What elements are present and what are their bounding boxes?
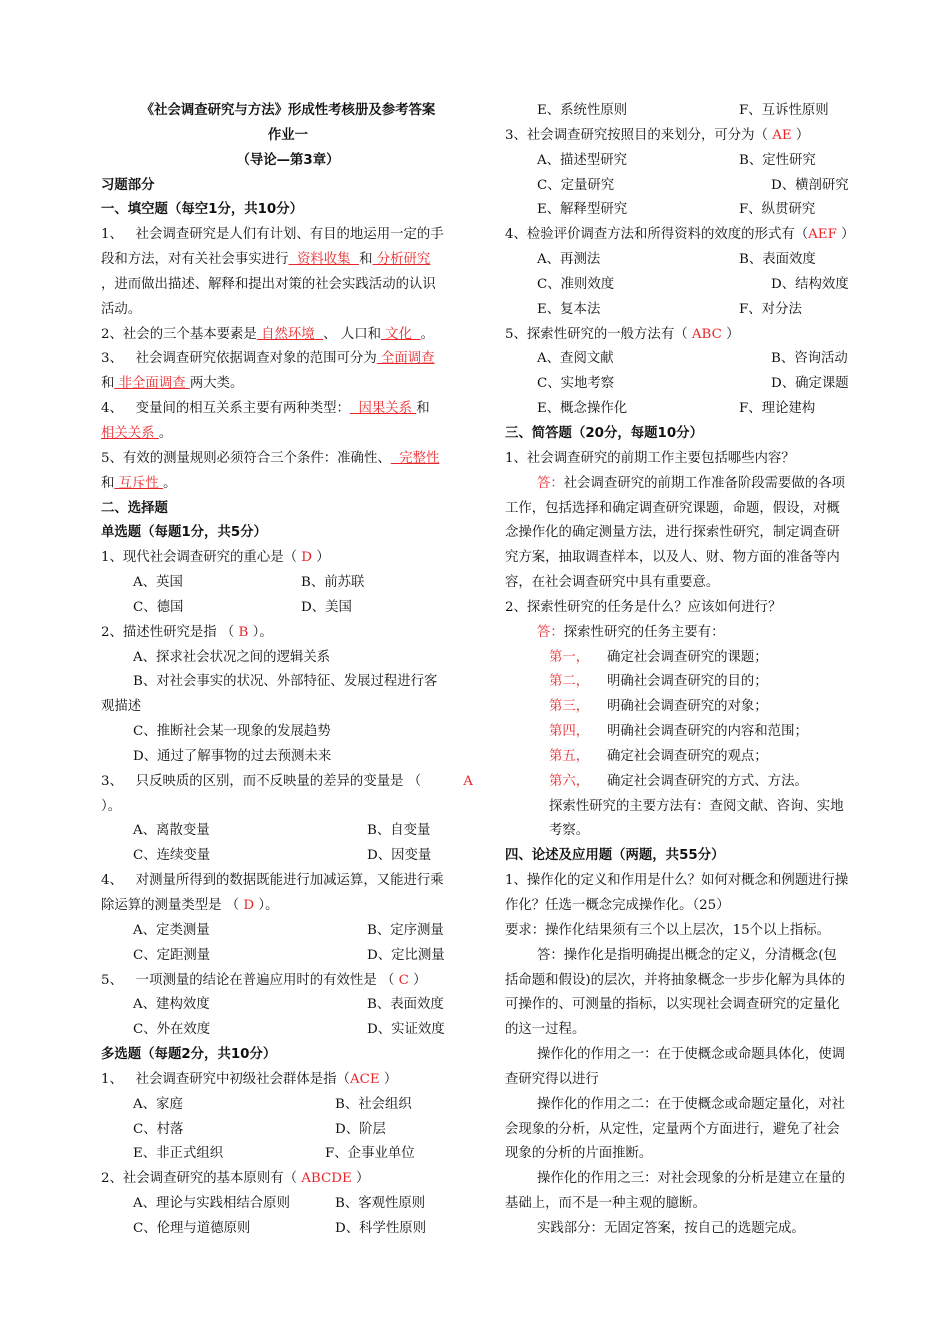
fill-blank-header: 一、填空题（每空1分，共10分）: [101, 202, 304, 218]
fill-q2: [101, 323, 475, 348]
step-item: [505, 646, 881, 671]
answer: AEF: [808, 227, 842, 243]
fill-q1-line4: 活动。: [101, 301, 142, 317]
option-row: [101, 596, 475, 621]
text: ）: [795, 127, 810, 143]
option-row: [505, 298, 881, 323]
text: 和: [101, 376, 115, 392]
option: F、对分法: [739, 301, 802, 317]
option: E、概念操作化: [537, 401, 628, 417]
essay-header: 四、论述及应用题（两题，共55分）: [505, 848, 725, 864]
chapter-range: （导论—第3章）: [236, 152, 340, 168]
essay-role-line: 基础上，而不是一种主观的臆断。: [505, 1196, 706, 1212]
step-number: 第二，: [549, 674, 590, 690]
single-q2-stem: [101, 621, 475, 646]
step-item: [505, 670, 881, 695]
fill-q1-line1: 1、 社会调查研究是人们有计划、有目的地运用一定的手: [101, 227, 444, 243]
option: A、家庭: [133, 1096, 183, 1112]
short-a1-line: 念操作化的确定测量方法，进行探索性研究，制定调查研: [505, 525, 840, 541]
option: C、伦理与道德原则: [133, 1220, 251, 1236]
option: A、查阅文献: [537, 351, 614, 367]
fill-q3-line1: [101, 347, 475, 372]
option: D、实证效度: [367, 1022, 445, 1038]
text: 段和方法，对有关社会事实进行: [101, 252, 289, 268]
option: E、复本法: [537, 301, 601, 317]
option: D、阶层: [335, 1121, 386, 1137]
option-row: [505, 273, 881, 298]
text: 探索性研究的任务主要有：: [563, 624, 725, 640]
text: 。: [158, 425, 173, 441]
text: 3、社会调查研究按照目的来划分，可分为（: [505, 127, 768, 143]
short-a1-line: [505, 472, 881, 497]
option: C、德国: [133, 599, 184, 615]
step-number: 第一，: [549, 649, 590, 665]
option: A、定类测量: [133, 922, 210, 938]
methods-line: 考察。: [549, 823, 590, 839]
text: 1、现代社会调查研究的重心是（: [101, 550, 297, 566]
document-title: 《社会调查研究与方法》形成性考核册及参考答案: [140, 103, 436, 118]
text: 和: [101, 475, 115, 491]
option-row: [505, 174, 881, 199]
option: C、定量研究: [537, 177, 615, 193]
option: D、因变量: [367, 848, 432, 864]
option: D、定比测量: [367, 947, 445, 963]
step-number: 第四，: [549, 724, 590, 740]
option: B、定性研究: [739, 152, 816, 168]
option-row: [101, 571, 475, 596]
answer: 全面调查: [376, 351, 435, 367]
essay-role-line: 会现象的分析，从定性，定量两个方面进行，避免了社会: [505, 1121, 840, 1137]
option: B、客观性原则: [335, 1196, 426, 1212]
answer: ABCDE: [297, 1171, 357, 1187]
option-row: [505, 372, 881, 397]
short-a2-intro: [505, 621, 881, 646]
text: 除运算的测量类型是 （: [101, 898, 240, 913]
option-continued: 观描述: [101, 699, 142, 715]
text: 。: [163, 475, 177, 491]
option-row: [505, 248, 881, 273]
option: D、美国: [301, 599, 352, 615]
text: 2、社会的三个基本要素是: [101, 326, 257, 342]
answer: 资料收集: [288, 252, 360, 268]
option: D、结构效度: [771, 276, 849, 292]
answer: 完整性: [390, 450, 440, 466]
option-row: [101, 993, 475, 1018]
option: E、解释型研究: [537, 202, 628, 218]
answer: 分析研究: [372, 252, 431, 268]
text: 5、 一项测量的结论在普遍应用时的有效性是 （: [101, 972, 395, 988]
option-row: [505, 198, 881, 223]
text: 明确社会调查研究的对象；: [607, 699, 768, 715]
option: B、对社会事实的状况、外部特征、发展过程进行客: [133, 674, 438, 690]
text: 确定社会调查研究的方式、方法。: [607, 773, 808, 789]
essay-answer-line: 括命题和假设)的层次，并将抽象概念一步步化解为具体的: [505, 972, 845, 988]
text: 2、社会调查研究的基本原则有（: [101, 1171, 297, 1187]
answer: A: [459, 773, 473, 789]
option: B、定序测量: [367, 922, 444, 938]
text: 2、描述性研究是指 （: [101, 624, 235, 640]
single-q3-end: ）。: [101, 798, 122, 814]
option: A、离散变量: [133, 823, 210, 839]
text: 确定社会调查研究的课题；: [607, 649, 768, 665]
option: C、推断社会某一现象的发展趋势: [133, 724, 331, 740]
option: A、建构效度: [133, 997, 210, 1013]
multi-q4-stem: [505, 223, 881, 248]
essay-q1-line: 作化？任选一概念完成操作化。（25）: [505, 898, 730, 913]
text: 确定社会调查研究的观点；: [607, 748, 768, 764]
essay-role-line: 查研究得以进行: [505, 1071, 599, 1087]
text: ）: [383, 1071, 398, 1087]
answer: D: [239, 898, 259, 913]
option: A、理论与实践相结合原则: [133, 1196, 290, 1212]
option: B、社会组织: [335, 1096, 412, 1112]
text: ）: [726, 326, 740, 342]
option: B、表面效度: [739, 252, 816, 268]
left-column: [101, 99, 475, 1242]
text: 1、 社会调查研究中初级社会群体是指（: [101, 1071, 350, 1087]
fill-q4-line1: [101, 397, 475, 422]
fill-q5-line2: [101, 472, 475, 497]
text: ）。: [258, 898, 279, 913]
answer: ACE: [349, 1071, 384, 1087]
multi-q1-stem: [101, 1068, 475, 1093]
option: A、英国: [133, 575, 183, 591]
option: B、咨询活动: [771, 351, 848, 367]
short-a1-line: 容，在社会调查研究中具有重要意。: [505, 575, 720, 591]
essay-role-line: 操作化的作用之三：对社会现象的分析是建立在量的: [537, 1171, 845, 1187]
text: ）: [316, 550, 330, 566]
essay-role-line: 现象的分析的片面推断。: [505, 1146, 653, 1162]
step-item: [505, 695, 881, 720]
fill-q1-line2: [101, 248, 475, 273]
option: F、企事业单位: [325, 1146, 415, 1162]
answer: 因果关系: [349, 401, 417, 417]
text: 社会调查研究的前期工作准备阶段需要做的各项: [563, 475, 845, 491]
text: 和: [416, 401, 430, 417]
option-row: [505, 149, 881, 174]
text: 明确社会调查研究的内容和范围；: [607, 724, 808, 740]
text: ）: [356, 1171, 370, 1187]
option: E、非正式组织: [133, 1146, 224, 1162]
fill-q4-line2: [101, 422, 475, 447]
fill-q1-line3: ，进而做出描述、解释和提出对策的社会实践活动的认识: [101, 276, 436, 292]
essay-practice: 实践部分：无固定答案，按自己的选题完成。: [537, 1220, 805, 1236]
option: C、村落: [133, 1121, 184, 1137]
essay-q1-line: 1、操作化的定义和作用是什么？如何对概念和例题进行操: [505, 873, 849, 889]
option: D、横剖研究: [771, 177, 849, 193]
option-row: [505, 347, 881, 372]
essay-answer-line: 可操作的、可测量的指标，以实现社会调查研究的定量化: [505, 997, 840, 1013]
option-row: [101, 1018, 475, 1043]
single-q5-stem: [101, 969, 475, 994]
answer-label: 答：: [537, 475, 564, 491]
essay-answer-line: 的这一过程。: [505, 1022, 586, 1038]
answer: ABC: [687, 326, 727, 342]
option: F、互诉性原则: [739, 103, 829, 118]
single-q1-stem: [101, 546, 475, 571]
option-row: [101, 819, 475, 844]
text: 3、 只反映质的区别，而不反映量的差异的变量是 （: [101, 773, 422, 789]
text: 5、探索性研究的一般方法有（: [505, 326, 688, 342]
answer: 相关关系: [101, 425, 159, 441]
text: 、 人口和: [323, 326, 381, 342]
text: 两大类。: [189, 376, 244, 392]
short-a1-line: 工作，包括选择和确定调查研究课题，命题，假设，对概: [505, 500, 840, 516]
option-row: [101, 1093, 475, 1118]
fill-q5-line1: [101, 447, 475, 472]
option: E、系统性原则: [537, 103, 628, 118]
text: 4、检验评价调查方法和所得资料的效度的形式有（: [505, 227, 809, 243]
multi-q2-stem: [101, 1167, 475, 1192]
answer: C: [394, 972, 414, 988]
option-row: [101, 919, 475, 944]
short-q2: 2、探索性研究的任务是什么？应该如何进行？: [505, 599, 782, 615]
answer: B: [234, 624, 253, 640]
short-q1: 1、社会调查研究的前期工作主要包括哪些内容？: [505, 450, 795, 466]
option: F、纵贯研究: [739, 202, 816, 218]
option-row: [101, 1217, 475, 1242]
option: C、定距测量: [133, 947, 211, 963]
option-row: [101, 1192, 475, 1217]
step-number: 第六，: [549, 773, 590, 789]
option: B、自变量: [367, 823, 431, 839]
option-row: [101, 944, 475, 969]
option-row: [101, 844, 475, 869]
essay-requirement: 要求：操作化结果须有三个以上层次，15个以上指标。: [505, 922, 831, 938]
option-row: [505, 397, 881, 422]
exercise-header: 习题部分: [101, 177, 155, 193]
short-a1-line: 究方案，抽取调查样本，以及人、财、物方面的准备等内: [505, 550, 840, 566]
text: 5、有效的测量规则必须符合三个条件：准确性、: [101, 450, 391, 466]
text: 明确社会调查研究的目的；: [607, 674, 768, 690]
option: C、连续变量: [133, 848, 211, 864]
single-q4-stem2: [101, 894, 475, 919]
essay-role-line: 操作化的作用之二：在于使概念或命题定量化，对社: [537, 1096, 845, 1112]
option: D、通过了解事物的过去预测未来: [133, 748, 332, 764]
step-item: [505, 745, 881, 770]
answer: D: [297, 550, 317, 566]
text: 4、 变量间的相互关系主要有两种类型：: [101, 401, 350, 417]
step-item: [505, 720, 881, 745]
answer: 非全面调查: [114, 376, 190, 392]
text: 。: [420, 326, 434, 342]
single-q3-stem: [101, 770, 475, 795]
answer: 互斥性: [114, 475, 164, 491]
single-choice-header: 单选题（每题1分，共5分）: [101, 525, 267, 541]
option-row: [101, 1142, 475, 1167]
multi-choice-header: 多选题（每题2分，共10分）: [101, 1047, 277, 1063]
answer: 文化: [381, 326, 421, 342]
option: A、描述型研究: [537, 152, 628, 168]
option: A、再测法: [537, 252, 601, 268]
answer-label: 答：: [537, 624, 564, 640]
answer: 自然环境: [256, 326, 324, 342]
step-number: 第三，: [549, 699, 590, 715]
multi-q3-stem: [505, 124, 881, 149]
option: D、确定课题: [771, 376, 849, 392]
fill-q3-line2: [101, 372, 475, 397]
step-number: 第五，: [549, 748, 590, 764]
option: C、外在效度: [133, 1022, 211, 1038]
assignment-title: 作业一: [267, 127, 309, 143]
methods-line: 探索性研究的主要方法有：查阅文献、咨询、实地: [549, 798, 844, 814]
short-answer-header: 三、简答题（20分，每题10分）: [505, 425, 703, 441]
single-q4-stem: 4、 对测量所得到的数据既能进行加减运算，又能进行乘: [101, 873, 444, 889]
option: A、探求社会状况之间的逻辑关系: [133, 649, 331, 665]
answer: AE: [767, 127, 796, 143]
choice-header: 二、选择题: [101, 500, 168, 516]
multi-q5-stem: [505, 323, 881, 348]
option: C、实地考察: [537, 376, 615, 392]
text: 和: [359, 252, 373, 268]
option-row: [505, 99, 881, 124]
essay-answer-line: 答：操作化是指明确提出概念的定义，分清概念(包: [537, 947, 837, 963]
text: ）: [413, 972, 427, 988]
right-column: [505, 99, 881, 1242]
text: ）。: [252, 624, 273, 640]
option: B、表面效度: [367, 997, 444, 1013]
step-item: [505, 770, 881, 795]
option: D、科学性原则: [335, 1220, 427, 1236]
essay-role-line: 操作化的作用之一：在于使概念或命题具体化，使调: [537, 1047, 845, 1063]
option: F、理论建构: [739, 401, 816, 417]
text: 3、 社会调查研究依据调查对象的范围可分为: [101, 351, 377, 367]
option-row: [101, 1118, 475, 1143]
text: ）: [841, 227, 855, 243]
option: C、准则效度: [537, 276, 615, 292]
option: B、前苏联: [301, 575, 365, 591]
